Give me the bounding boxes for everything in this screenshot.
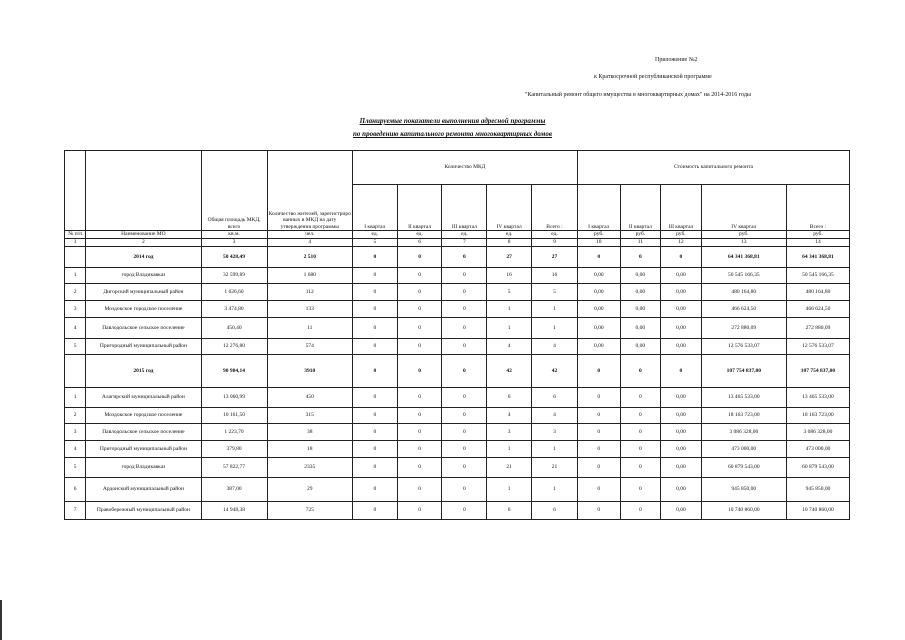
mkd-q2: 0 [397, 424, 442, 441]
cost-q3: 0,00 [661, 339, 702, 355]
cost-q2: 0 [620, 355, 661, 388]
year-total-row [65, 355, 850, 388]
cost-q4: 60 879 543,00 [701, 458, 786, 478]
area-value: 379,80 [201, 441, 267, 458]
residents-value: 18 [267, 441, 352, 458]
area-value: 13 060,99 [201, 388, 267, 408]
header-num: № п/п [65, 231, 86, 239]
municipality-name: 2015 год [86, 355, 201, 388]
mkd-total: 4 [532, 408, 578, 424]
cost-q1: 0 [577, 441, 620, 458]
mkd-q2: 0 [397, 355, 442, 388]
col-number: 12 [661, 239, 702, 247]
cost-total: 3 086 328,00 [786, 424, 849, 441]
appendix-program: к Краткосрочной республиканской программе [594, 74, 712, 80]
row-number: 6 [65, 478, 86, 502]
mkd-q1: 0 [352, 478, 397, 502]
mkd-q4: 42 [487, 355, 532, 388]
mkd-q4: 4 [487, 408, 532, 424]
mkd-q1: 0 [352, 247, 397, 268]
mkd-q4: 4 [487, 339, 532, 355]
mkd-q4: 21 [487, 458, 532, 478]
mkd-q3: 0 [442, 478, 487, 502]
table-row [65, 284, 850, 301]
cost-q1: 0 [577, 458, 620, 478]
col-number: 4 [267, 239, 352, 247]
col-number: 10 [577, 239, 620, 247]
cost-total: 480 164,80 [786, 284, 849, 301]
mkd-q3: 0 [442, 318, 487, 339]
cost-total: 13 465 533,00 [786, 388, 849, 408]
col-number: 9 [532, 239, 578, 247]
header-mkd-group: Количество МКД [352, 151, 577, 185]
mkd-q1: 0 [352, 441, 397, 458]
unit-cell: кв.м. [201, 231, 267, 239]
mkd-q1: 0 [352, 318, 397, 339]
row-number: 4 [65, 441, 86, 458]
mkd-q3: 0 [442, 502, 487, 520]
row-number: 3 [65, 301, 86, 318]
col-number: 5 [352, 239, 397, 247]
appendix-number: Приложение №2 [655, 57, 698, 63]
mkd-total: 6 [532, 502, 578, 520]
cost-q1: 0 [577, 502, 620, 520]
area-value: 10 161,50 [201, 408, 267, 424]
area-value: 50 428,49 [201, 247, 267, 268]
cost-q1: 0 [577, 355, 620, 388]
row-number: 3 [65, 424, 86, 441]
cost-q2: 0 [620, 478, 661, 502]
row-number: 4 [65, 318, 86, 339]
cost-q3: 0,00 [661, 318, 702, 339]
cost-q1: 0 [577, 478, 620, 502]
table-row [65, 458, 850, 478]
cost-q3: 0 [661, 355, 702, 388]
cost-q1: 0,00 [577, 268, 620, 284]
unit-cell: руб. [661, 231, 702, 239]
mkd-q4: 27 [487, 247, 532, 268]
mkd-total: 1 [532, 441, 578, 458]
mkd-total: 27 [532, 247, 578, 268]
cost-q3: 0,00 [661, 268, 702, 284]
cost-total: 60 879 543,00 [786, 458, 849, 478]
mkd-q2: 0 [397, 458, 442, 478]
mkd-q3: 0 [442, 301, 487, 318]
unit-cell: ед. [532, 231, 578, 239]
cost-q1: 0,00 [577, 339, 620, 355]
mkd-q2: 0 [397, 318, 442, 339]
mkd-q1: 0 [352, 301, 397, 318]
municipality-name: Пригородный муниципальный район [86, 339, 201, 355]
table-row [65, 268, 850, 284]
mkd-q3: 0 [442, 247, 487, 268]
cost-q3: 0,00 [661, 478, 702, 502]
cost-q4: 18 163 723,00 [701, 408, 786, 424]
cost-q2: 0,00 [620, 301, 661, 318]
cost-q4: 480 164,80 [701, 284, 786, 301]
residents-value: 2 510 [267, 247, 352, 268]
row-number: 1 [65, 388, 86, 408]
mkd-q4: 3 [487, 424, 532, 441]
table-row [65, 424, 850, 441]
municipality-name: Дигорский муниципальный район [86, 284, 201, 301]
cost-q3: 0,00 [661, 301, 702, 318]
mkd-q2: 0 [397, 339, 442, 355]
mkd-total: 16 [532, 268, 578, 284]
table-row [65, 318, 850, 339]
cost-q1: 0,00 [577, 284, 620, 301]
mkd-q1: 0 [352, 268, 397, 284]
residents-value: 29 [267, 478, 352, 502]
cost-q4: 10 740 860,00 [701, 502, 786, 520]
cost-q1: 0 [577, 424, 620, 441]
document-title-line-1: Планируемые показатели выполнения адресной программы [359, 117, 546, 125]
mkd-q4: 1 [487, 478, 532, 502]
area-value: 32 599,89 [201, 268, 267, 284]
cost-q3: 0,00 [661, 284, 702, 301]
mkd-q3: 0 [442, 355, 487, 388]
mkd-q3: 0 [442, 284, 487, 301]
header-row-groups [65, 151, 850, 185]
cost-total: 50 545 166,35 [786, 268, 849, 284]
table-row [65, 502, 850, 520]
unit-cell: ед. [352, 231, 397, 239]
cost-total: 945 850,00 [786, 478, 849, 502]
mkd-total: 21 [532, 458, 578, 478]
area-value: 90 984,14 [201, 355, 267, 388]
header-name: Наименование МО [86, 231, 201, 239]
program-indicators-table [64, 150, 850, 520]
mkd-q3: 0 [442, 268, 487, 284]
header-mkd-total: Всего : [532, 185, 578, 231]
mkd-total: 1 [532, 478, 578, 502]
table-row [65, 339, 850, 355]
cost-q4: 945 850,00 [701, 478, 786, 502]
mkd-q3: 0 [442, 458, 487, 478]
mkd-total: 4 [532, 339, 578, 355]
year-total-row [65, 247, 850, 268]
mkd-q1: 0 [352, 284, 397, 301]
cost-q2: 0 [620, 388, 661, 408]
cost-q1: 0,00 [577, 318, 620, 339]
area-value: 1 626,60 [201, 284, 267, 301]
header-cost-q3: III квартал [661, 185, 702, 231]
mkd-q1: 0 [352, 355, 397, 388]
header-num-blank [65, 151, 86, 231]
header-cost-q4: IV квартал [701, 185, 786, 231]
residents-value: 450 [267, 388, 352, 408]
area-value: 3 474,80 [201, 301, 267, 318]
mkd-q2: 0 [397, 441, 442, 458]
cost-q2: 0,00 [620, 339, 661, 355]
unit-cell: руб. [577, 231, 620, 239]
col-number: 8 [487, 239, 532, 247]
mkd-total: 6 [532, 388, 578, 408]
row-number: 7 [65, 502, 86, 520]
mkd-q1: 0 [352, 408, 397, 424]
area-value: 387,00 [201, 478, 267, 502]
col-number: 11 [620, 239, 661, 247]
header-mkd-q3: III квартал [442, 185, 487, 231]
header-name-blank [86, 151, 201, 231]
row-number: 1 [65, 268, 86, 284]
row-number: 5 [65, 458, 86, 478]
unit-cell: ед. [397, 231, 442, 239]
table-row [65, 388, 850, 408]
cost-q4: 272 880,09 [701, 318, 786, 339]
unit-cell: ед. [442, 231, 487, 239]
mkd-q2: 0 [397, 247, 442, 268]
cost-q4: 12 576 533,07 [701, 339, 786, 355]
cost-q1: 0,00 [577, 301, 620, 318]
residents-value: 11 [267, 318, 352, 339]
header-cost-q2: II квартал [620, 185, 661, 231]
cost-q4: 50 545 166,35 [701, 268, 786, 284]
table-row [65, 478, 850, 502]
mkd-q1: 0 [352, 458, 397, 478]
table-row [65, 441, 850, 458]
row-number [65, 247, 86, 268]
header-cost-total: Всего : [786, 185, 849, 231]
municipality-name: Павлодольское сельское поселение [86, 424, 201, 441]
mkd-q4: 6 [487, 502, 532, 520]
mkd-total: 1 [532, 301, 578, 318]
municipality-name: Моздокское городское поселение [86, 301, 201, 318]
col-number: 3 [201, 239, 267, 247]
mkd-q4: 1 [487, 318, 532, 339]
municipality-name: 2014 год [86, 247, 201, 268]
cost-q4: 13 465 533,00 [701, 388, 786, 408]
area-value: 14 948,38 [201, 502, 267, 520]
mkd-q4: 16 [487, 268, 532, 284]
mkd-q1: 0 [352, 424, 397, 441]
cost-q2: 0,00 [620, 318, 661, 339]
row-number: 2 [65, 284, 86, 301]
cost-q3: 0,00 [661, 441, 702, 458]
unit-cell: ед. [487, 231, 532, 239]
header-mkd-q4: IV квартал [487, 185, 532, 231]
cost-q4: 473 000,00 [701, 441, 786, 458]
cost-total: 272 880,09 [786, 318, 849, 339]
cost-total: 18 163 723,00 [786, 408, 849, 424]
cost-q2: 0 [620, 458, 661, 478]
header-row-units [65, 231, 850, 239]
table-row [65, 408, 850, 424]
mkd-q2: 0 [397, 301, 442, 318]
header-mkd-q2: II квартал [397, 185, 442, 231]
cost-q4: 107 754 837,00 [701, 355, 786, 388]
municipality-name: Правобережный муниципальный район [86, 502, 201, 520]
residents-value: 38 [267, 424, 352, 441]
cost-q2: 0,00 [620, 268, 661, 284]
table-row [65, 301, 850, 318]
col-number: 1 [65, 239, 86, 247]
mkd-q2: 0 [397, 284, 442, 301]
municipality-name: Ардонский муниципальный район [86, 478, 201, 502]
mkd-q4: 1 [487, 301, 532, 318]
col-number: 13 [701, 239, 786, 247]
header-row-col-numbers [65, 239, 850, 247]
mkd-q3: 0 [442, 408, 487, 424]
municipality-name: город Владикавказ [86, 268, 201, 284]
cost-q3: 0 [661, 247, 702, 268]
mkd-total: 5 [532, 284, 578, 301]
municipality-name: Пригородный муниципальный район [86, 441, 201, 458]
residents-value: 112 [267, 284, 352, 301]
scan-edge-mark [0, 600, 2, 640]
municipality-name: город Владикавказ [86, 458, 201, 478]
row-number: 2 [65, 408, 86, 424]
residents-value: 725 [267, 502, 352, 520]
cost-total: 473 000,00 [786, 441, 849, 458]
municipality-name: Алагирский муниципальный район [86, 388, 201, 408]
header-cost-q1: I квартал [577, 185, 620, 231]
cost-q3: 0,00 [661, 408, 702, 424]
residents-value: 574 [267, 339, 352, 355]
document-title-line-2: по проведению капитального ремонта многоквартирных домов [353, 130, 552, 138]
cost-q1: 0 [577, 247, 620, 268]
mkd-q3: 0 [442, 424, 487, 441]
mkd-q3: 0 [442, 441, 487, 458]
cost-q4: 3 086 328,00 [701, 424, 786, 441]
header-cost-group: Стоимость капитального ремонта [577, 151, 849, 185]
mkd-total: 1 [532, 318, 578, 339]
cost-q3: 0,00 [661, 424, 702, 441]
cost-q1: 0 [577, 408, 620, 424]
area-value: 1 223,70 [201, 424, 267, 441]
residents-value: 2335 [267, 458, 352, 478]
cost-total: 10 740 860,00 [786, 502, 849, 520]
appendix-program-title: "Капитальный ремонт общего имущества в многоквартирных домах" на 2014-2016 годы [525, 92, 751, 98]
cost-total: 107 754 837,00 [786, 355, 849, 388]
cost-q2: 0 [620, 502, 661, 520]
unit-cell: чел. [267, 231, 352, 239]
mkd-q3: 0 [442, 388, 487, 408]
cost-q4: 64 341 368,81 [701, 247, 786, 268]
area-value: 57 822,77 [201, 458, 267, 478]
residents-value: 3910 [267, 355, 352, 388]
unit-cell: руб. [620, 231, 661, 239]
mkd-q3: 0 [442, 339, 487, 355]
mkd-q4: 1 [487, 441, 532, 458]
mkd-total: 42 [532, 355, 578, 388]
cost-q3: 0,00 [661, 388, 702, 408]
unit-cell: руб. [786, 231, 849, 239]
mkd-q4: 6 [487, 388, 532, 408]
mkd-q1: 0 [352, 502, 397, 520]
cost-total: 64 341 368,81 [786, 247, 849, 268]
col-number: 14 [786, 239, 849, 247]
residents-value: 1 680 [267, 268, 352, 284]
municipality-name: Павлодольское сельское поселение [86, 318, 201, 339]
mkd-q2: 0 [397, 478, 442, 502]
col-number: 6 [397, 239, 442, 247]
mkd-q2: 0 [397, 502, 442, 520]
cost-q2: 0 [620, 408, 661, 424]
mkd-q2: 0 [397, 268, 442, 284]
cost-q2: 0 [620, 424, 661, 441]
mkd-q4: 5 [487, 284, 532, 301]
col-number: 2 [86, 239, 201, 247]
area-value: 450,40 [201, 318, 267, 339]
cost-q1: 0 [577, 388, 620, 408]
cost-q3: 0,00 [661, 502, 702, 520]
cost-q4: 466 624,50 [701, 301, 786, 318]
residents-value: 315 [267, 408, 352, 424]
row-number [65, 355, 86, 388]
mkd-q1: 0 [352, 388, 397, 408]
cost-total: 466 624,50 [786, 301, 849, 318]
municipality-name: Моздокское городское поселение [86, 408, 201, 424]
mkd-q2: 0 [397, 408, 442, 424]
residents-value: 133 [267, 301, 352, 318]
cost-q2: 0 [620, 441, 661, 458]
header-area: Общая площадь МКД, всего [201, 151, 267, 231]
mkd-q2: 0 [397, 388, 442, 408]
cost-total: 12 576 533,07 [786, 339, 849, 355]
unit-cell: руб. [701, 231, 786, 239]
area-value: 12 276,80 [201, 339, 267, 355]
col-number: 7 [442, 239, 487, 247]
header-mkd-q1: I квартал [352, 185, 397, 231]
cost-q2: 0,00 [620, 284, 661, 301]
mkd-q1: 0 [352, 339, 397, 355]
cost-q3: 0,00 [661, 458, 702, 478]
header-residents: Количество жителей, зарегистриро ванных в МКД на дату утверждения программы [267, 151, 352, 231]
row-number: 5 [65, 339, 86, 355]
mkd-total: 3 [532, 424, 578, 441]
cost-q2: 0 [620, 247, 661, 268]
